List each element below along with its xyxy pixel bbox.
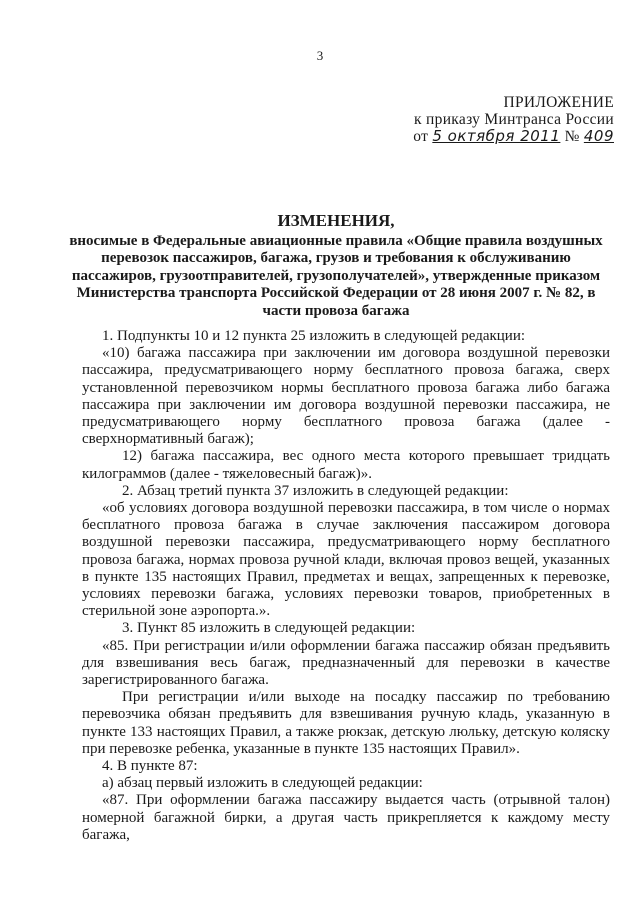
paragraph-1: 1. Подпункты 10 и 12 пункта 25 изложить в следующей редакции:: [102, 328, 526, 344]
heading-subtitle: вносимые в Федеральные авиационные правила «Общие правила воздушных перевозок пассажиров, багажа, грузов и требования к обслуживанию пассажиров, грузоотправителей, грузополучателей», утвержденные приказом Министерства транспорта Российской Федерации от 28 июня 2007 г. № 82, в части провоза багажа: [69, 232, 603, 319]
page-number: 3: [316, 48, 324, 63]
date-prefix: от: [413, 128, 429, 145]
paragraph-2: «10) багажа пассажира при заключении им договора воздушной перевозки пассажира, предусматривающего норму бесплатного провоза багажа, сверх установленной перевозчиком нормы бесплатного провоза багажа либо багажа пассажира при заключении им договора воздушной перевозки пассажира, не предусматривающего норму бесплатного провоза багажа (далее - сверхнормативный багаж);: [82, 345, 610, 448]
appendix-block: [404, 94, 614, 145]
paragraph-10: а) абзац первый изложить в следующей редакции:: [102, 775, 423, 792]
number-prefix: №: [564, 128, 580, 145]
paragraph-7: «85. При регистрации и/или оформлении багажа пассажир обязан предъявить для взвешивания весь багаж, предназначенный для перевозки в качестве зарегистрированного багажа.: [82, 637, 610, 689]
handwritten-number: 409: [583, 127, 614, 145]
paragraph-11: «87. При оформлении багажа пассажиру выдается часть (отрывной талон) номерной багажной бирки, а другая часть прикрепляется к каждому месту багажа,: [82, 792, 610, 843]
paragraph-6: 3. Пункт 85 изложить в следующей редакции:: [122, 620, 416, 637]
appendix-date-line: [404, 128, 614, 145]
document-heading: [66, 212, 606, 320]
appendix-order-ref: к приказу Минтранса России: [414, 111, 614, 128]
paragraph-8: При регистрации и/или выходе на посадку пассажир по требованию перевозчика обязан предъявить для взвешивания ручную кладь, указанную в пункте 133 настоящих Правил, а также рюкзак, детскую люльку, детскую коляску при перевозке ребенка, указанные в пункте 135 настоящих Правил».: [82, 689, 610, 757]
appendix-title: ПРИЛОЖЕНИЕ: [503, 94, 614, 111]
paragraph-5: «об условиях договора воздушной перевозки пассажира, в том числе о нормах бесплатного провоза багажа в случае заключения пассажиром договора воздушной перевозки пассажира, предусматривающего норму бесплатного провоза багажа, нормах провоза ручной клади, включая провоз вещей, указанных в пункте 135 настоящих Правил, предметах и вещах, запрещенных к перевозке, условиях перевозки багажа, условиях перевозки товаров, приобретенных в стерильной зоне аэропорта.».: [82, 500, 610, 620]
heading-title: ИЗМЕНЕНИЯ,: [277, 211, 395, 230]
paragraph-3: 12) багажа пассажира, вес одного места которого превышает тридцать килограммов (далее - тяжеловесный багаж)».: [82, 448, 610, 482]
handwritten-date: 5 октября 2011: [432, 127, 561, 145]
paragraph-9: 4. В пункте 87:: [102, 758, 198, 775]
document-body: [82, 328, 610, 844]
paragraph-4: 2. Абзац третий пункта 37 изложить в следующей редакции:: [122, 482, 509, 499]
